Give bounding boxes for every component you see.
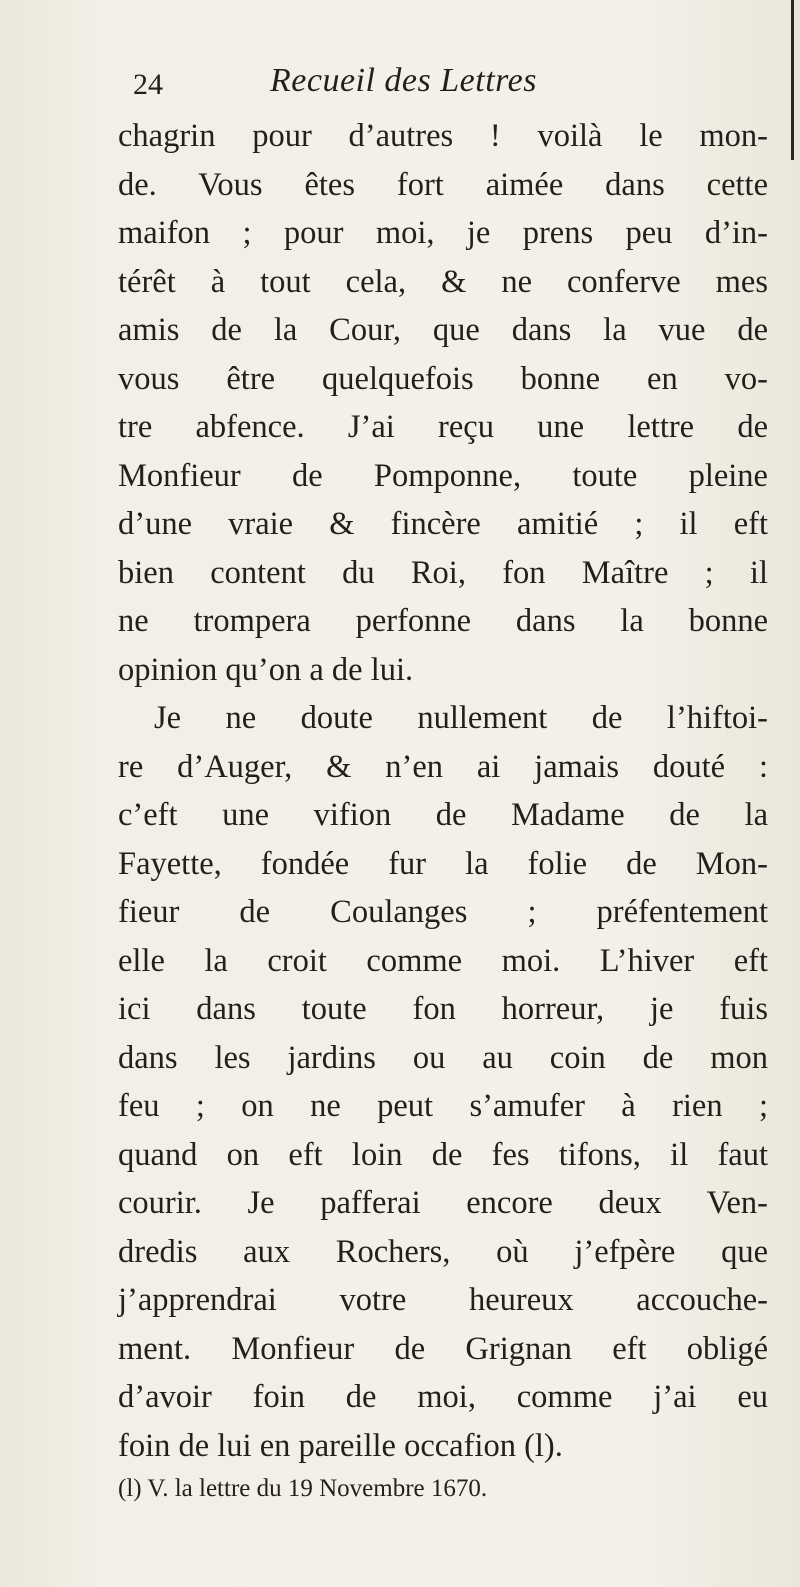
text-line: maifon ; pour moi, je prens peu d’in- <box>118 215 768 251</box>
text-line: c’eft une vifion de Madame de la <box>118 797 768 833</box>
footnote: (l) V. la lettre du 19 Novembre 1670. <box>118 1475 488 1502</box>
text-line: dans les jardins ou au coin de mon <box>118 1039 768 1076</box>
page-number: 24 <box>133 68 163 101</box>
text-line: dredis aux Rochers, où j’efpère que <box>118 1233 768 1270</box>
text-line: Fayette, fondée fur la folie de Mon- <box>118 845 768 882</box>
text-line: quand on eft loin de fes tifons, il faut <box>118 1136 768 1173</box>
text-line: courir. Je pafferai encore deux Ven- <box>118 1185 768 1221</box>
page-header <box>0 62 800 112</box>
text-line: d’avoir foin de moi, comme j’ai eu <box>118 1379 768 1415</box>
text-line: ment. Monfieur de Grignan eft obligé <box>118 1330 768 1367</box>
text-line: ne trompera perfonne dans la bonne <box>118 603 768 639</box>
text-line: vous être quelquefois bonne en vo- <box>118 360 768 397</box>
text-line: tre abfence. J’ai reçu une lettre de <box>118 409 768 445</box>
running-title: Recueil des Lettres <box>270 62 537 99</box>
text-line: feu ; on ne peut s’amufer à rien ; <box>118 1088 768 1124</box>
text-line: ici dans toute fon horreur, je fuis <box>118 991 768 1027</box>
text-line: opinion qu’on a de lui. <box>118 651 414 688</box>
text-line: chagrin pour d’autres ! voilà le mon- <box>118 118 768 154</box>
text-line: elle la croit comme moi. L’hiver eft <box>118 942 768 979</box>
text-line: de. Vous êtes fort aimée dans cette <box>118 166 768 203</box>
text-line: foin de lui en pareille occafion (l). <box>118 1427 563 1464</box>
text-line: amis de la Cour, que dans la vue de <box>118 312 768 348</box>
text-line: re d’Auger, & n’en ai jamais douté : <box>118 748 768 785</box>
text-line: térêt à tout cela, & ne conferve mes <box>118 263 768 300</box>
text-line: fieur de Coulanges ; préfentement <box>118 894 768 930</box>
text-line: Monfieur de Pomponne, toute pleine <box>118 457 768 494</box>
letter-body <box>118 112 768 1470</box>
text-line: d’une vraie & fincère amitié ; il eft <box>118 506 768 542</box>
text-line: Je ne doute nullement de l’hiftoi- <box>154 700 768 736</box>
text-line: j’apprendrai votre heureux accouche- <box>118 1282 768 1318</box>
text-line: bien content du Roi, fon Maître ; il <box>118 554 768 591</box>
